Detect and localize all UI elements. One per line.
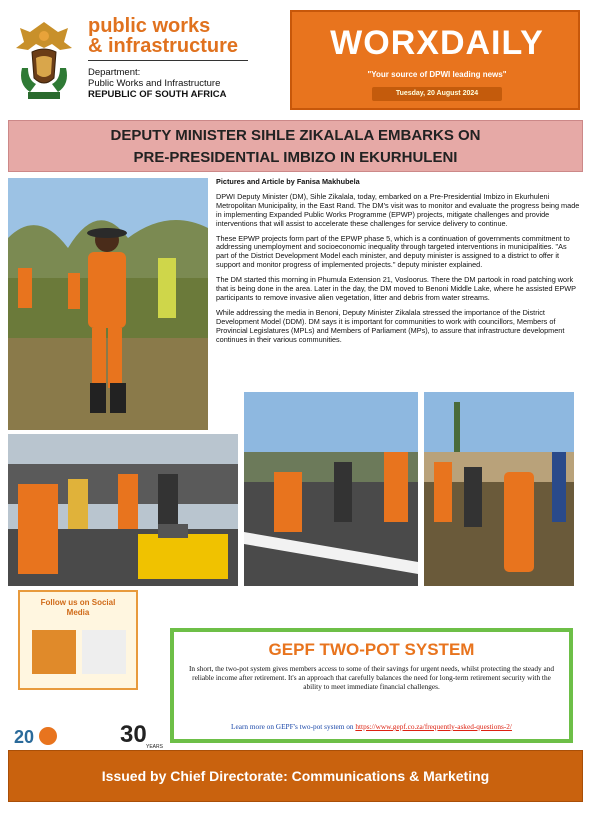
gepf-link-prefix: Learn more on GEPF's two-pot system on (231, 722, 356, 731)
gepf-body-line: reliable income after retirement. It's an approach that carefully balances the need for long-term retirement security with the (192, 673, 551, 682)
social-title-line1: Follow us on Social (40, 598, 116, 607)
qr-code-icon[interactable] (32, 630, 76, 674)
department-text (88, 67, 226, 100)
newsletter-tagline: "Your source of DPWI leading news" (367, 70, 507, 79)
article-body (216, 178, 580, 351)
social-title-line2: Media (66, 608, 90, 617)
gepf-body-line: In short, the two-pot system gives members access to some of their savings for urgent needs, whilst protecting the steady and (188, 664, 555, 673)
newsletter-name: WORXDAILY (330, 24, 544, 62)
social-media-title (20, 598, 136, 618)
qr-code-icon[interactable] (82, 630, 126, 674)
gepf-link-text (184, 722, 559, 731)
anniv20-text: 20 (14, 727, 35, 747)
social-media-box (18, 590, 138, 690)
headline-line2: PRE-PRESIDENTIAL IMBIZO IN EKURHULENI (133, 149, 458, 166)
anniv30-text: 30 (120, 721, 147, 748)
title-divider (88, 60, 248, 61)
gepf-link[interactable]: https://www.gepf.co.za/frequently-asked-questions-2/ (355, 722, 512, 731)
article-byline: Pictures and Article by Fanisa Makhubela (216, 177, 360, 186)
article-paragraph: While addressing the media in Benoni, Deputy Minister Zikalala stressed the importance of the District Development Model (DDM). DM says it is important for communities to work with councillors, Members of Provincial Legislatures (MPLs) and Members of Parliament (MPs), to assure that infrastructure development continues in their various communities. (216, 307, 565, 344)
article-paragraph: The DM started this morning in Phumula Extension 21, Vosloorus. There the DM partook in road patching work that is being done in the area. Later in the day, the DM moved to Benoni Middle Lake, where he assisted EPWP participants to remove invasive alien vegetation, litter and debris from water streams. (216, 275, 576, 302)
article-paragraph: These EPWP projects form part of the EPWP phase 5, which is a continuation of governments commitment to addressing unemployment and socioeconomic inequality through targeted interventions in municipalities. "As part of the District Development Model each minister, and deputy minister is assigned to a district to offer it support and monitor progress of implemented projects." deputy minister explained. (216, 233, 570, 270)
gepf-body-line: ability to meet immediate financial challenges. (303, 682, 440, 691)
department-name: Public Works and Infrastructure (88, 78, 221, 89)
20-years-logo (12, 724, 60, 748)
photo-road-patching (8, 434, 238, 586)
gepf-notice (170, 628, 573, 743)
gepf-body (184, 664, 559, 691)
30-years-logo (118, 716, 164, 752)
footer-banner (8, 750, 583, 802)
department-label: Department: (88, 67, 141, 78)
photo-deputy-minister-field (8, 178, 208, 430)
department-title-line2: & infrastructure (88, 35, 239, 57)
photo-road-marking (244, 392, 418, 586)
photo-minister-with-shovel (424, 392, 574, 586)
gepf-title: GEPF TWO-POT SYSTEM (268, 640, 475, 659)
anniv30-sub: YEARS (146, 744, 163, 750)
coat-of-arms-logo (12, 18, 76, 104)
headline-line1: DEPUTY MINISTER SIHLE ZIKALALA EMBARKS ON (110, 127, 481, 144)
issue-date: Tuesday, 20 August 2024 (372, 87, 502, 101)
newsletter-masthead (290, 10, 580, 110)
department-title-line1: public works (88, 15, 211, 37)
country-name: REPUBLIC OF SOUTH AFRICA (88, 89, 227, 100)
footer-text: Issued by Chief Directorate: Communications & Marketing (101, 768, 490, 784)
article-paragraph: DPWI Deputy Minister (DM), Sihle Zikalala, today, embarked on a Pre-Presidential Imbizo in Ekurhuleni Metropolitan Municipality, in the East Rand. The DM's visit was to monitor and evaluate the progress being made in implementing Expanded Public Works Programme (EPWP) projects, mitigate challenges and provide interventions that will assist to accelerate these challenges for service delivery to continue. (216, 191, 580, 228)
department-title (88, 16, 238, 56)
headline-banner (8, 120, 583, 172)
